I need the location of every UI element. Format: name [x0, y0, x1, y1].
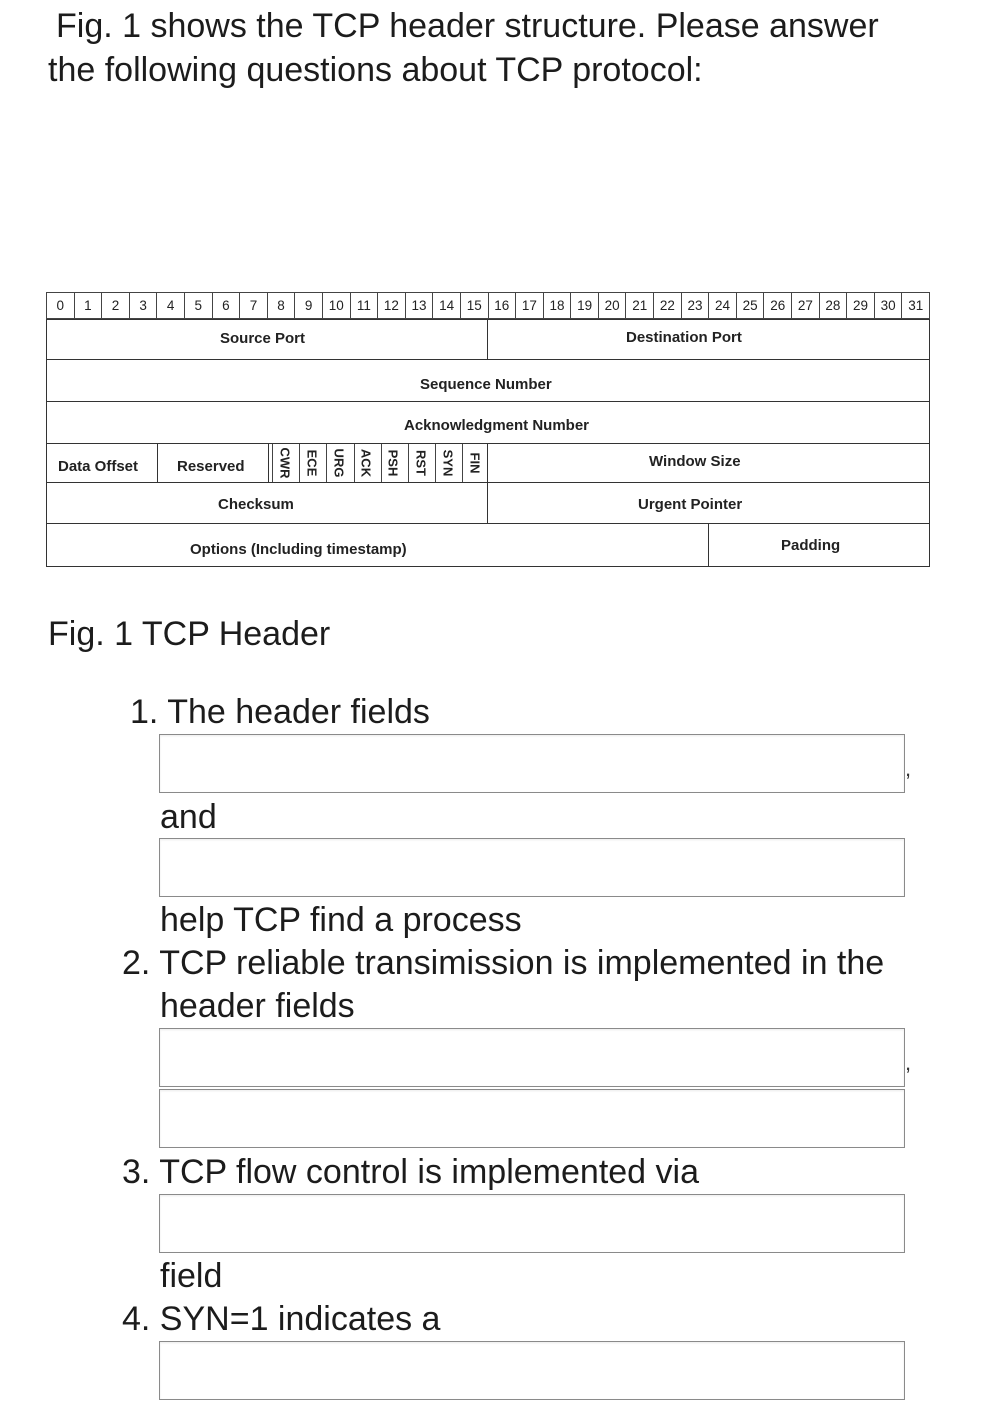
bit-number-30: 30 — [874, 292, 902, 319]
bit-number-24: 24 — [708, 292, 736, 319]
tcp-header-diagram — [46, 292, 930, 567]
data-offset-label: Data Offset — [58, 458, 139, 475]
comma-separator: , — [905, 1050, 912, 1075]
question-4-prompt: 4. SYN=1 indicates a — [122, 1300, 441, 1338]
flag-label: SYN — [440, 449, 456, 477]
q3-answer-field[interactable] — [159, 1194, 905, 1253]
flag-syn — [435, 444, 459, 482]
acknowledgment-number-label: Acknowledgment Number — [404, 417, 590, 434]
bit-number-0: 0 — [46, 292, 74, 319]
bit-number-row — [46, 292, 930, 319]
source-port-label: Source Port — [220, 330, 306, 347]
flag-label: FIN — [467, 452, 483, 474]
bit-number-16: 16 — [488, 292, 516, 319]
urgent-pointer-label: Urgent Pointer — [638, 496, 743, 513]
bit-number-13: 13 — [405, 292, 433, 319]
flag-ack — [354, 444, 378, 482]
flag-label: ACK — [358, 448, 374, 478]
q2-answer-field-2[interactable] — [159, 1089, 905, 1148]
flag-psh — [381, 444, 405, 482]
intro-line-2: the following questions about TCP protocol: — [48, 51, 703, 89]
question-3-prompt: 3. TCP flow control is implemented via — [122, 1153, 699, 1191]
flag-label: CWR — [277, 447, 292, 479]
comma-separator: , — [905, 756, 912, 781]
bit-number-26: 26 — [763, 292, 791, 319]
window-size-label: Window Size — [649, 453, 741, 470]
q1-answer-field-2[interactable] — [159, 838, 905, 897]
bit-number-29: 29 — [846, 292, 874, 319]
flag-fin — [462, 444, 486, 482]
bit-number-19: 19 — [570, 292, 598, 319]
bit-number-14: 14 — [432, 292, 460, 319]
bit-number-18: 18 — [543, 292, 571, 319]
bit-number-5: 5 — [184, 292, 212, 319]
bit-number-15: 15 — [460, 292, 488, 319]
bit-number-31: 31 — [901, 292, 930, 319]
question-2-line-2: header fields — [160, 987, 355, 1025]
options-label: Options (Including timestamp) — [190, 541, 407, 558]
bit-number-3: 3 — [129, 292, 157, 319]
flag-label: ECE — [304, 449, 320, 477]
bit-number-22: 22 — [653, 292, 681, 319]
bit-number-27: 27 — [791, 292, 819, 319]
bit-number-2: 2 — [101, 292, 129, 319]
bit-number-8: 8 — [267, 292, 295, 319]
bit-number-25: 25 — [736, 292, 764, 319]
bit-number-4: 4 — [156, 292, 184, 319]
flag-cwr — [272, 444, 296, 482]
bit-number-12: 12 — [377, 292, 405, 319]
bit-number-9: 9 — [294, 292, 322, 319]
padding-label: Padding — [781, 537, 841, 554]
reserved-label: Reserved — [177, 458, 245, 475]
bit-number-6: 6 — [212, 292, 240, 319]
bit-number-1: 1 — [74, 292, 102, 319]
figure-caption: Fig. 1 TCP Header — [48, 615, 331, 653]
flag-ece — [299, 444, 323, 482]
sequence-number-label: Sequence Number — [420, 376, 552, 393]
question-3-suffix: field — [160, 1257, 223, 1295]
question-2-line-1: 2. TCP reliable transimission is implemented in the — [122, 944, 885, 982]
bit-number-20: 20 — [598, 292, 626, 319]
q1-answer-field-1[interactable] — [159, 734, 905, 793]
flag-label: PSH — [385, 449, 401, 477]
bit-number-11: 11 — [350, 292, 378, 319]
bit-number-21: 21 — [625, 292, 653, 319]
flag-label: URG — [331, 448, 347, 478]
flag-urg — [326, 444, 350, 482]
question-1-prompt: 1. The header fields — [130, 693, 430, 731]
question-1-and: and — [160, 798, 217, 836]
flag-rst — [408, 444, 432, 482]
destination-port-label: Destination Port — [626, 329, 742, 346]
q4-answer-field[interactable] — [159, 1341, 905, 1400]
question-1-suffix: help TCP find a process — [160, 901, 522, 939]
bit-number-23: 23 — [681, 292, 709, 319]
bit-number-17: 17 — [515, 292, 543, 319]
checksum-label: Checksum — [218, 496, 294, 513]
bit-number-7: 7 — [239, 292, 267, 319]
question-intro — [48, 4, 948, 92]
intro-line-1: Fig. 1 shows the TCP header structure. Please answer — [56, 7, 879, 45]
flag-label: RST — [413, 450, 428, 476]
bit-number-28: 28 — [819, 292, 847, 319]
bit-number-10: 10 — [322, 292, 350, 319]
q2-answer-field-1[interactable] — [159, 1028, 905, 1087]
